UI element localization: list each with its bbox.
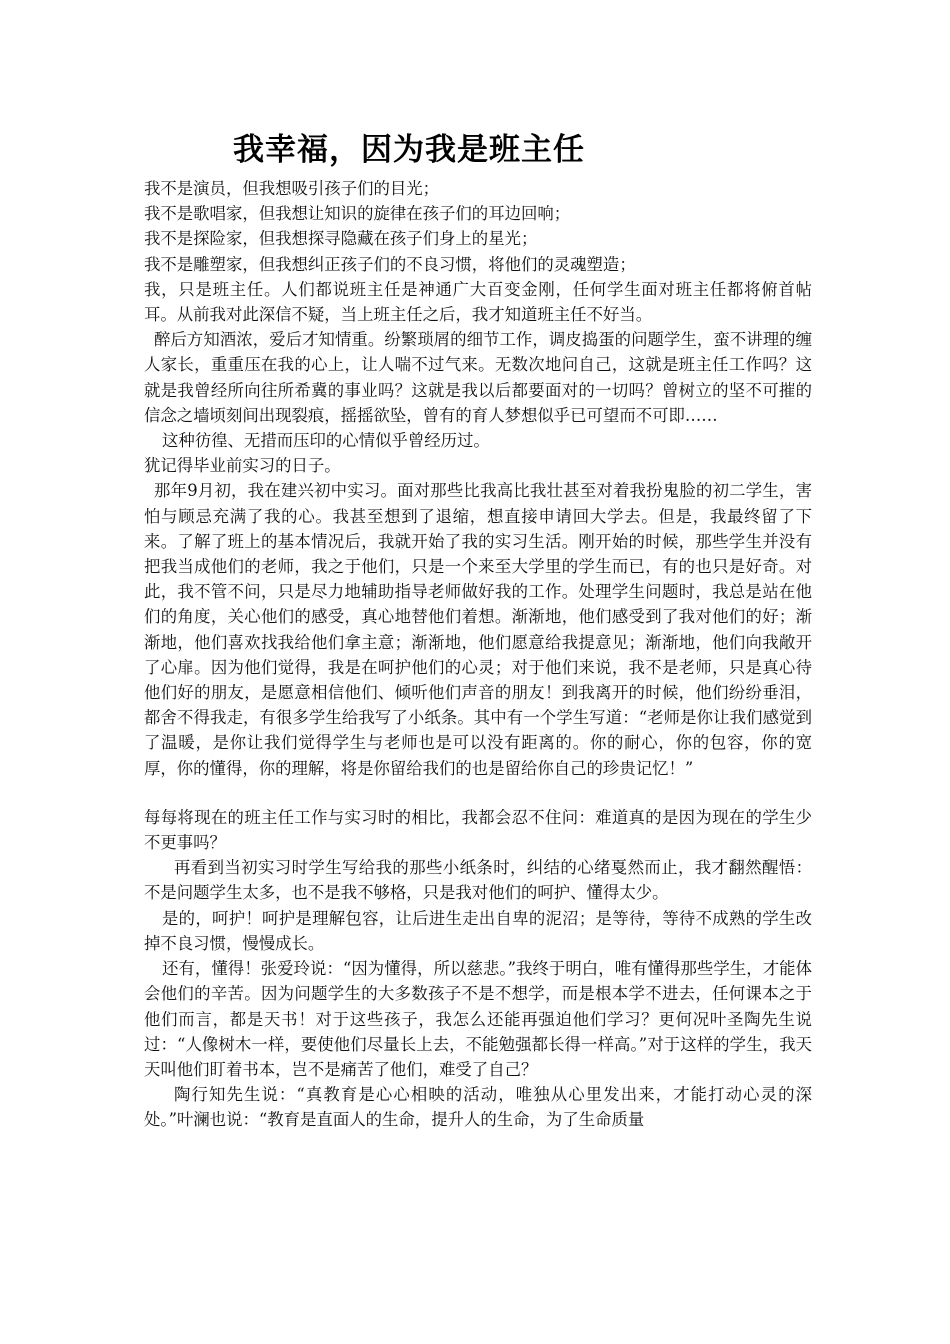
document-page	[144, 128, 812, 1133]
paragraph-8: 犹记得毕业前实习的日子。	[144, 456, 341, 476]
paragraph-7: 这种彷徨、无措而压印的心情似乎曾经历过。	[162, 431, 490, 451]
paragraph-6: 醉后方知酒浓，爱后才知情重。纷繁琐屑的细节工作，调皮捣蛋的问题学生，蛮不讲理的缠人家长，重重压在我的心上，让人喘不过气来。无数次地问自己，这就是班主任工作吗？这就是我曾经所向往所希冀的事业吗？这就是我以后都要面对的一切吗？曾树立的坚不可摧的信念之墙顷刻间出现裂痕，摇摇欲坠，曾有的育人梦想似乎已可望而不可即……	[144, 330, 812, 425]
paragraph-4: 我不是雕塑家，但我想纠正孩子们的不良习惯，将他们的灵魂塑造；	[144, 254, 636, 274]
paragraph-12: 是的，呵护！呵护是理解包容，让后进生走出自卑的泥沼；是等待，等待不成熟的学生改掉不良习惯，慢慢成长。	[144, 908, 812, 953]
paragraph-11: 再看到当初实习时学生写给我的那些小纸条时，纠结的心绪戛然而止，我才翻然醒悟：不是问题学生太多，也不是我不够格，只是我对他们的呵护、懂得太少。	[144, 858, 812, 903]
document-title: 我幸福，因为我是班主任	[233, 132, 585, 168]
paragraph-2: 我不是歌唱家，但我想让知识的旋律在孩子们的耳边回响；	[144, 204, 571, 224]
blank-line	[144, 781, 812, 805]
paragraph-10: 每每将现在的班主任工作与实习时的相比，我都会忍不住问：难道真的是因为现在的学生少不更事吗？	[144, 807, 812, 853]
paragraph-3: 我不是探险家，但我想探寻隐藏在孩子们身上的星光；	[144, 229, 538, 249]
paragraph-13: 还有，懂得！张爱玲说：“因为懂得，所以慈悲。”我终于明白，唯有懂得那些学生，才能体会他们的辛苦。因为问题学生的大多数孩子不是不想学，而是根本学不进去，任何课本之于他们而言，都是天书！对于这些孩子，我怎么还能再强迫他们学习？更何况叶圣陶先生说过：“人像树木一样，要使他们尽量长上去，不能勉强都长得一样高。”对于这样的学生，我天天叫他们盯着书本，岂不是痛苦了他们，难受了自己？	[144, 959, 812, 1079]
paragraph-5: 我，只是班主任。人们都说班主任是神通广大百变金刚，任何学生面对班主任都将俯首帖耳。从前我对此深信不疑，当上班主任之后，我才知道班主任不好当。	[144, 279, 812, 325]
paragraph-1: 我不是演员，但我想吸引孩子们的目光；	[144, 179, 440, 198]
paragraph-9: 那年9月初，我在建兴初中实习。面对那些比我高比我壮甚至对着我扮鬼脸的初二学生，害怕与顾忌充满了我的心。我甚至想到了退缩，想直接申请回大学去。但是，我最终留了下来。了解了班上的基本情况后，我就开始了我的实习生活。刚开始的时候，那些学生并没有把我当成他们的老师，我之于他们，只是一个来至大学里的学生而已，有的也只是好奇。对此，我不管不问，只是尽力地辅助指导老师做好我的工作。处理学生问题时，我总是站在他们的角度，关心他们的感受，真心地替他们着想。渐渐地，他们感受到了我对他们的好；渐渐地，他们喜欢找我给他们拿主意；渐渐地，他们愿意给我提意见；渐渐地，他们向我敞开了心扉。因为他们觉得，我是在呵护他们的心灵；对于他们来说，我不是老师，只是真心待他们好的朋友，是愿意相信他们、倾听他们声音的朋友！到我离开的时候，他们纷纷垂泪，都舍不得我走，有很多学生给我写了小纸条。其中有一个学生写道：“老师是你让我们感觉到了温暖，是你让我们觉得学生与老师也是可以没有距离的。你的耐心，你的包容，你的宽厚，你的懂得，你的理解，将是你留给我们的也是留给你自己的珍贵记忆！”	[144, 481, 812, 778]
paragraph-14: 陶行知先生说：“真教育是心心相映的活动，唯独从心里发出来，才能打动心灵的深处。”叶澜也说：“教育是直面人的生命，提升人的生命，为了生命质量	[144, 1085, 812, 1130]
